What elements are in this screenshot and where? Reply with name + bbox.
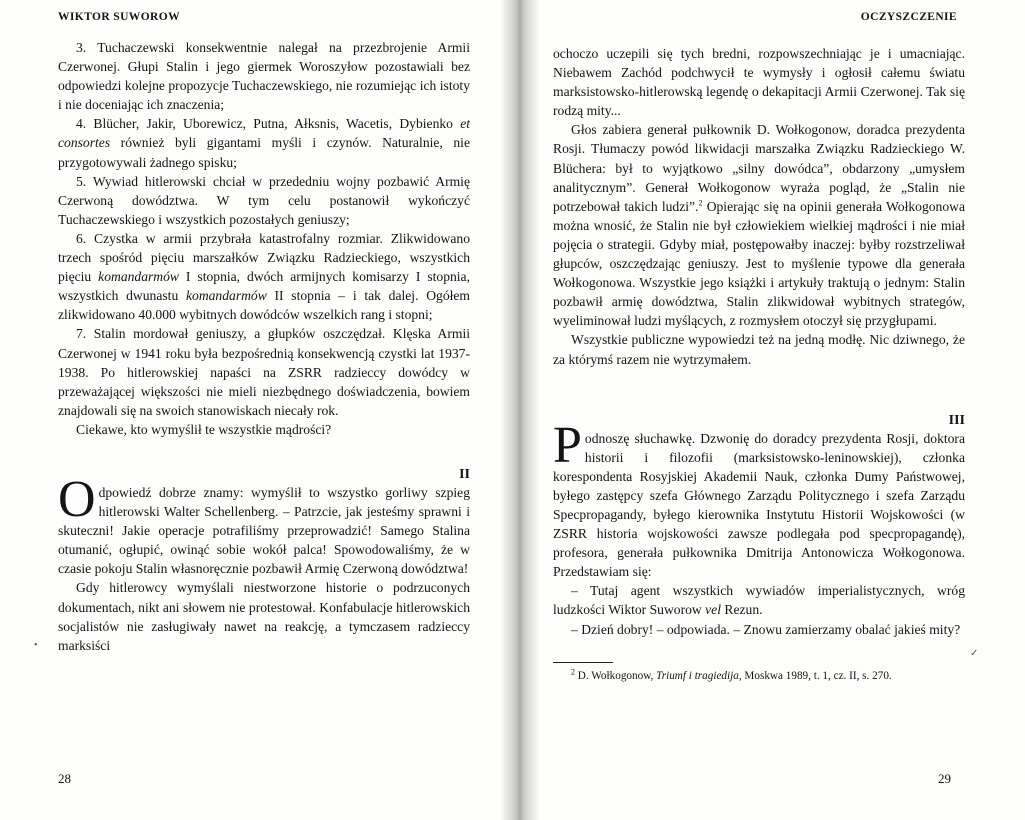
footnote-divider	[553, 662, 613, 663]
page-number: 29	[938, 771, 951, 786]
paragraph	[58, 470, 470, 578]
footnote-number: 2	[571, 666, 575, 676]
text-run: Rezun.	[720, 602, 763, 618]
footnote	[553, 666, 965, 684]
page-number: 28	[58, 771, 71, 786]
running-head-chapter: OCZYSZCZENIE	[860, 11, 957, 23]
italic-run: Triumf i tragiedija,	[656, 669, 742, 682]
section-iii	[553, 413, 965, 639]
dialogue-line: – Dzień dobry! – odpowiada. – Znowu zamierzamy obalać jakieś mity?	[571, 621, 961, 637]
italic-run: komandarmów	[98, 269, 179, 285]
paragraph	[553, 120, 965, 330]
text-run: I stopnia, dwóch armijnych komisarzy I stopnia, wszystkich dwunastu	[58, 269, 470, 304]
text-run: dpowiedź dobrze znamy: wymyślił to wszystko gorliwy szpieg hitlerowski Walter Schellenberg. – Patrzcie, jak jesteśmy sprawni i skuteczni! Jakie operacje potrafiliśmy przeprowadzić! Samego Stalina otumanić, ogłupić, owinąć sobie wokół palca! Spowodowaliśmy, że w czasie pokoju Stalin własnoręcznie pozbawił Armię Czerwoną dowództwa!	[58, 484, 470, 577]
paragraph: 5. Wywiad hitlerowski chciał w przededniu wojny pozbawić Armię Czerwoną dowództwa. W tym celu postanowił wykończyć Tuchaczewskiego i wszystkich pozostałych geniuszy;	[58, 173, 470, 227]
running-head-author: WIKTOR SUWOROW	[58, 11, 181, 23]
text-run: również byli gigantami myśli i czynów. Naturalnie, nie przygotowywali żadnego spisku;	[58, 135, 470, 170]
margin-check-mark: ✓	[970, 648, 979, 659]
section-ii	[58, 467, 470, 655]
italic-run: komandarmów	[185, 288, 267, 304]
text-run: 4. Blücher, Jakir, Uborewicz, Putna, Ałksnis, Wacetis, Dybienko	[76, 116, 461, 132]
left-text-column	[58, 38, 470, 655]
italic-run: vel	[705, 602, 721, 618]
paragraph	[553, 416, 965, 582]
paragraph: Gdy hitlerowcy wymyślali niestworzone historie o podrzuconych dokumentach, nikt ani słowem nie protestował. Konfabulacje hitlerowskich socjalistów nie zasługiwały nawet na reakcję, a tymczasem radzieccy marksiści	[58, 580, 470, 653]
text-run: Głos zabiera generał pułkownik D. Wołkogonow, doradca prezydenta Rosji. Tłumaczy powód likwidacji marszałka Związku Radzieckiego W. Blüchera: był to wyjątkowo „silny dowódca”, obdarzony „umysłem analitycznym”. Generał Wołkogonow wyraża pogląd, że „Stalin nie potrzebował takich ludzi”.	[553, 122, 965, 214]
margin-dot-mark: •	[34, 640, 38, 651]
paragraph: Wszystkie publiczne wypowiedzi też na jedną modłę. Nic dziwnego, że za którymś razem nie wytrzymałem.	[553, 332, 965, 367]
footnote-ref: 2	[698, 198, 703, 208]
text-run: Opierając się na opinii generała Wołkogonowa można wnosić, że Stalin nie był człowiekiem wielkiej mądrości i nie miał pojęcia o strategii. Gdyby miał, postępowałby inaczej: byłby rozstrzeliwał głupców, oszczędzając geniuszy. Jest to myślenie typowe dla generała Wołkogonowa. Wszystkie jego książki i artykuły traktują o jednym: Stalin pozbawił armię dowództwa, Stalin zlikwidował wybitnych strategów, wyeliminował ludzi myślących, z rozmysłem otoczył się przygłupami.	[553, 198, 966, 329]
paragraph: 7. Stalin mordował geniuszy, a głupków oszczędzał. Klęska Armii Czerwonej w 1941 roku była bezpośrednią konsekwencją czystki lat 1937-1938. Po hitlerowskiej napaści na ZSRR radzieccy dowódcy w przeważającej większości nie mieli niezbędnego doświadczenia, bowiem znajdowali się na swoich stanowiskach niecały rok.	[58, 326, 470, 418]
dialogue-line	[553, 581, 965, 619]
book-gutter	[500, 0, 540, 820]
drop-cap: P	[553, 416, 582, 474]
left-page	[0, 0, 500, 820]
right-page	[540, 0, 1025, 820]
text-run: II stopnia – i tak dalej. Ogółem zlikwidowano 40.000 wybitnych dowódców wszelkich rang i stopni;	[58, 288, 471, 323]
paragraph: Ciekawe, kto wymyślił te wszystkie mądrości?	[76, 421, 332, 437]
text-run: odnoszę słuchawkę. Dzwonię do doradcy prezydenta Rosji, doktora historii i filozofii (marksistowsko-leninowskiej), członka korespondenta Rosyjskiej Akademii Nauk, członka Dumy Państwowej, byłego zastępcy szefa Głównego Zarządu Politycznego i szefa Zarządu Specpropagandy, byłego kierownika Instytutu Historii Wojskowości (w ZSRR historia wojskowości zawsze podlegała pod specpropagandę), profesora, generała pułkownika Dmitrija Antonowicza Wołkogonowa. Przedstawiam się:	[553, 430, 965, 580]
paragraph	[58, 114, 470, 171]
paragraph: ochoczo uczepili się tych bredni, rozpowszechniając je i umacniając. Niebawem Zachód podchwycił te wymysły i ogłosił całemu światu marksistowsko-hitlerowską legendę o dekapitacji Armii Czerwonej. Tak się rodzą mity...	[553, 46, 965, 119]
drop-cap: O	[58, 470, 96, 528]
paragraph	[58, 229, 470, 324]
paragraph: 3. Tuchaczewski konsekwentnie nalegał na przezbrojenie Armii Czerwonej. Głupi Stalin i jego giermek Woroszyłow pozostawiali bez odpowiedzi kolejne propozycje Tuchaczewskiego, nie rozumiejąc ich istoty i nie doceniając ich znaczenia;	[58, 40, 470, 113]
text-run: – Tutaj agent wszystkich wywiadów imperialistycznych, wróg ludzkości Wiktor Suworow	[553, 583, 965, 618]
section-number: III	[948, 412, 965, 428]
text-run: 6. Czystka w armii przybrała katastrofalny rozmiar. Zlikwidowano trzech spośród pięciu marszałków Związku Radzieckiego, wszystkich pięciu	[58, 230, 470, 285]
text-run: Moskwa 1989, t. 1, cz. II, s. 270.	[741, 669, 892, 682]
right-text-column	[553, 44, 965, 684]
section-number: II	[459, 466, 470, 482]
text-run: D. Wołkogonow,	[575, 669, 657, 682]
italic-run: et consortes	[58, 116, 470, 151]
